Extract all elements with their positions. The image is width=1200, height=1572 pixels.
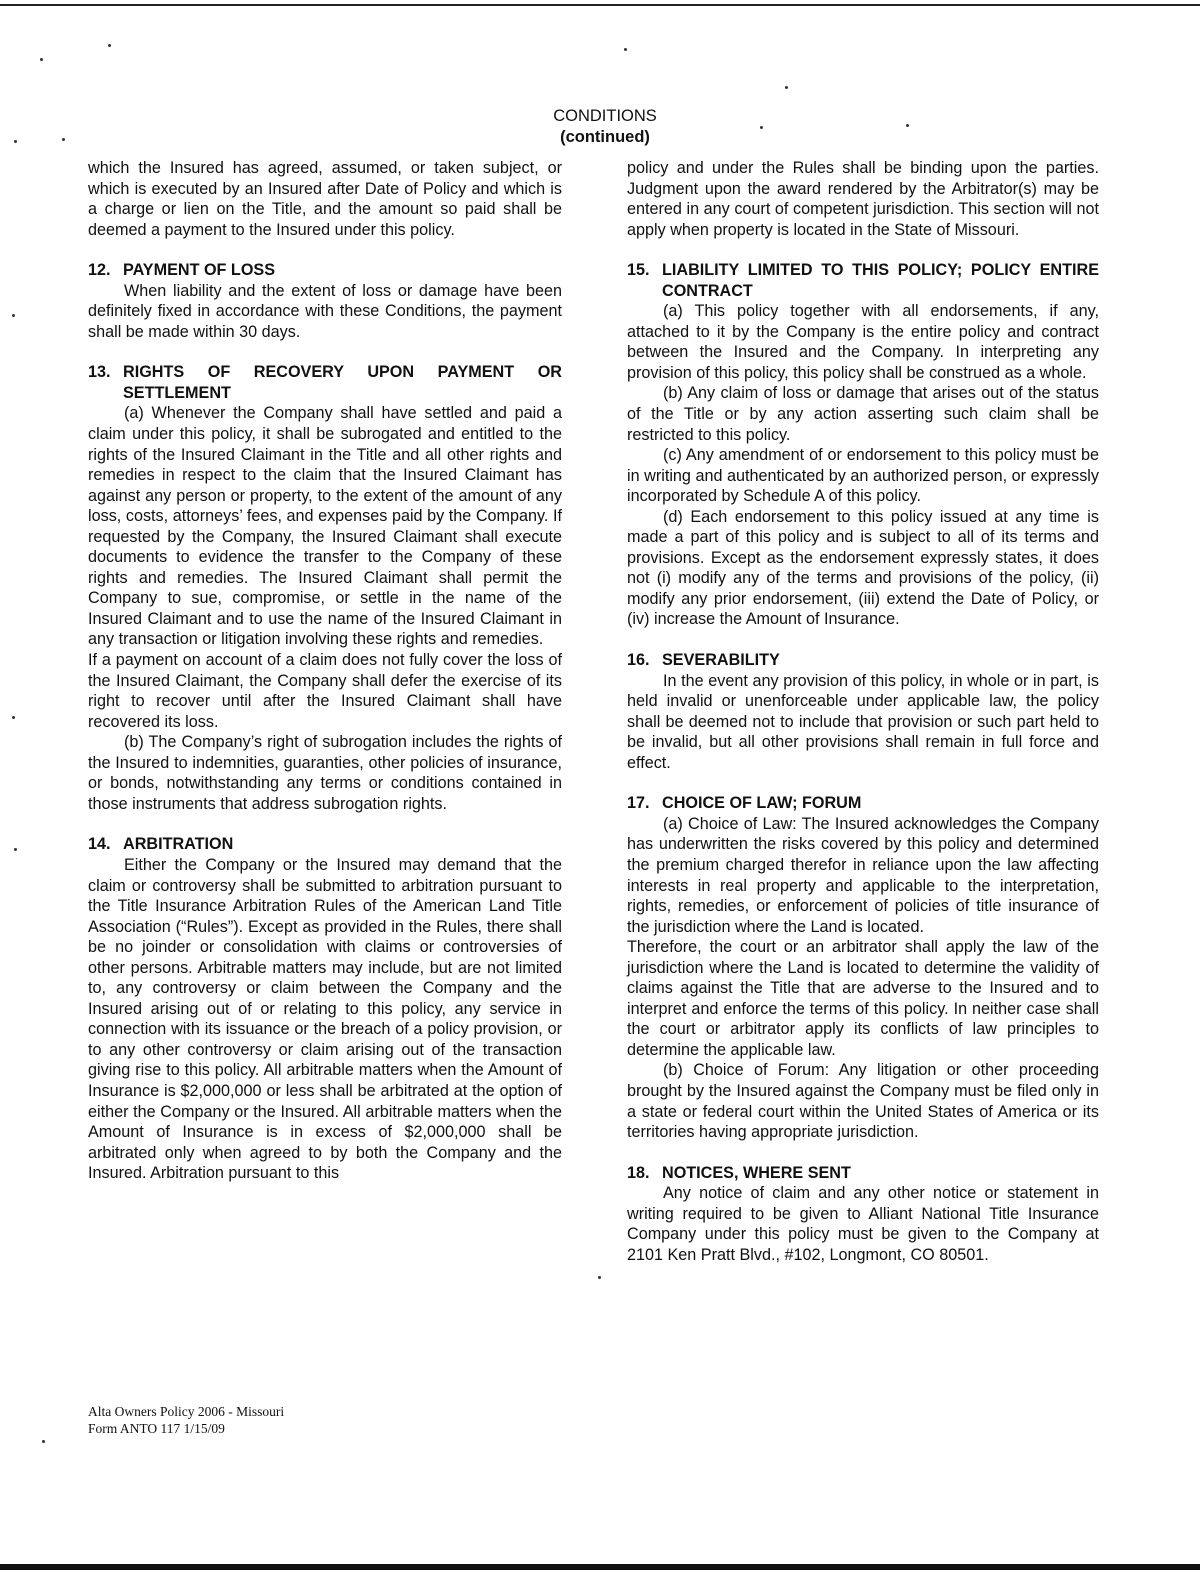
section-15-heading — [627, 260, 1099, 301]
section-18-heading — [627, 1163, 1099, 1184]
section-number: 12. — [88, 261, 111, 280]
section-18-paragraph: Any notice of claim and any other notice or statement in writing required to be given to Alliant National Title Insurance Company under this policy must be given to the Company at 2101 Ken Pratt Blvd., #102, Longmont, CO 80501. — [627, 1184, 1099, 1264]
bottom-rule — [0, 1564, 1200, 1570]
section-number: 15. — [627, 261, 650, 280]
section-title: ARBITRATION — [123, 835, 234, 854]
section-15-paragraph-c: (c) Any amendment of or endorsement to this policy must be in writing and authenticated by an authorized person, or expressly incorporated by Schedule A of this policy. — [627, 446, 1099, 506]
section-number: 13. — [88, 363, 111, 382]
section-15-paragraph-d: (d) Each endorsement to this policy issued at any time is made a part of this policy and is subject to all of its terms and provisions. Except as the endorsement expressly states, it does not (i) modify any of the terms and provisions of the policy, (ii) modify any prior endorsement, (iii) extend the Date of Policy, or (iv) increase the Amount of Insurance. — [627, 507, 1099, 629]
conditions-header — [0, 106, 1200, 148]
scan-speck — [14, 848, 17, 851]
scan-speck — [12, 314, 15, 317]
section-17-paragraph-a-continued: Therefore, the court or an arbitrator shall apply the law of the jurisdiction where the Land is located to determine the validity of claims against the Title that are adverse to the Insured and to interpret and enforce the terms of this policy. In neither case shall the court or arbitrator apply its conflicts of law principles to determine the applicable law. — [627, 938, 1099, 1059]
footer-form-number: Form ANTO 117 1/15/09 — [88, 1421, 225, 1436]
section-number: 14. — [88, 835, 111, 854]
header-title: CONDITIONS — [553, 107, 657, 125]
section-13-paragraph-a-continued: If a payment on account of a claim does not fully cover the loss of the Insured Claimant, the Company shall defer the exercise of its right to recover until after the Insured Claimant shall have recovered its loss. — [88, 651, 562, 731]
scan-speck — [12, 716, 15, 719]
right-column — [627, 158, 1099, 1265]
section-title: PAYMENT OF LOSS — [123, 261, 276, 280]
scan-speck — [42, 1440, 45, 1443]
scan-speck — [108, 44, 111, 47]
section-13-heading — [88, 362, 562, 403]
section-title: CHOICE OF LAW; FORUM — [662, 794, 862, 813]
section-title: LIABILITY LIMITED TO THIS POLICY; POLICY ENTIRE CONTRACT — [662, 261, 1099, 300]
header-subtitle: (continued) — [560, 128, 650, 146]
scan-speck — [624, 48, 627, 51]
section-title: RIGHTS OF RECOVERY UPON PAYMENT OR SETTLEMENT — [123, 363, 562, 402]
section-number: 18. — [627, 1163, 650, 1182]
top-rule — [0, 4, 1200, 6]
section-14-heading — [88, 834, 562, 855]
section-13-paragraph-b: (b) The Company’s right of subrogation includes the rights of the Insured to indemnities, guaranties, other policies of insurance, or bonds, notwithstanding any terms or conditions contained in those instruments that address subrogation rights. — [88, 733, 562, 813]
form-footer — [88, 1403, 284, 1437]
scan-speck — [785, 86, 788, 89]
section-16-heading — [627, 650, 1099, 671]
section-14-paragraph: Either the Company or the Insured may demand that the claim or controversy shall be submitted to arbitration pursuant to the Title Insurance Arbitration Rules of the American Land Title Association (“Rules”). Except as provided in the Rules, there shall be no joinder or consolidation with claims or controversies of other persons. Arbitrable matters may include, but are not limited to, any controversy or claim between the Company and the Insured arising out of or relating to this policy, any service in connection with its issuance or the breach of a policy provision, or to any other controversy or claim arising out of the transaction giving rise to this policy. All arbitrable matters when the Amount of Insurance is $2,000,000 or less shall be arbitrated at the option of either the Company or the Insured. All arbitrable matters when the Amount of Insurance is in excess of $2,000,000 shall be arbitrated only when agreed to by both the Company and the Insured. Arbitration pursuant to this — [88, 855, 562, 1183]
section-12-paragraph: When liability and the extent of loss or damage have been definitely fixed in accordance with these Conditions, the payment shall be made within 30 days. — [88, 281, 562, 341]
section-number: 16. — [627, 651, 650, 670]
continued-paragraph: which the Insured has agreed, assumed, or taken subject, or which is executed by an Insured after Date of Policy and which is a charge or lien on the Title, and the amount so paid shall be deemed a payment to the Insured under this policy. — [88, 159, 562, 239]
continued-paragraph: policy and under the Rules shall be binding upon the parties. Judgment upon the award rendered by the Arbitrator(s) may be entered in any court of competent jurisdiction. This section will not apply when property is located in the State of Missouri. — [627, 159, 1099, 239]
section-17-paragraph-a: (a) Choice of Law: The Insured acknowledges the Company has underwritten the risks covered by this policy and determined the premium charged therefor in reliance upon the law affecting interests in real property and applicable to the interpretation, rights, remedies, or enforcement of policies of title insurance of the jurisdiction where the Land is located. — [627, 814, 1099, 936]
section-15-paragraph-a: (a) This policy together with all endorsements, if any, attached to it by the Company is the entire policy and contract between the Insured and the Company. In interpreting any provision of this policy, this policy shall be construed as a whole. — [627, 302, 1099, 382]
section-12-heading — [88, 260, 562, 281]
left-column — [88, 158, 562, 1184]
scan-speck — [40, 58, 43, 61]
section-number: 17. — [627, 794, 650, 813]
section-title: SEVERABILITY — [662, 651, 780, 670]
section-title: NOTICES, WHERE SENT — [662, 1163, 851, 1182]
section-17-heading — [627, 793, 1099, 814]
section-16-paragraph: In the event any provision of this policy, in whole or in part, is held invalid or unenforceable under applicable law, the policy shall be deemed not to include that provision or such part held to be invalid, but all other provisions shall remain in full force and effect. — [627, 671, 1099, 772]
footer-policy-name: Alta Owners Policy 2006 - Missouri — [88, 1404, 285, 1419]
section-13-paragraph-a: (a) Whenever the Company shall have settled and paid a claim under this policy, it shall be subrogated and entitled to the rights of the Insured Claimant in the Title and all other rights and remedies in respect to the claim that the Insured Claimant has against any person or property, to the extent of the amount of any loss, costs, attorneys’ fees, and expenses paid by the Company. If requested by the Company, the Insured Claimant shall execute documents to evidence the transfer to the Company of these rights and remedies. The Insured Claimant shall permit the Company to sue, compromise, or settle in the name of the Insured Claimant and to use the name of the Insured Claimant in any transaction or litigation involving these rights and remedies. — [88, 404, 562, 649]
scan-speck — [598, 1276, 601, 1279]
section-15-paragraph-b: (b) Any claim of loss or damage that arises out of the status of the Title or by any action asserting such claim shall be restricted to this policy. — [627, 384, 1099, 444]
section-17-paragraph-b: (b) Choice of Forum: Any litigation or other proceeding brought by the Insured against the Company must be filed only in a state or federal court within the United States of America or its territories having appropriate jurisdiction. — [627, 1061, 1099, 1142]
